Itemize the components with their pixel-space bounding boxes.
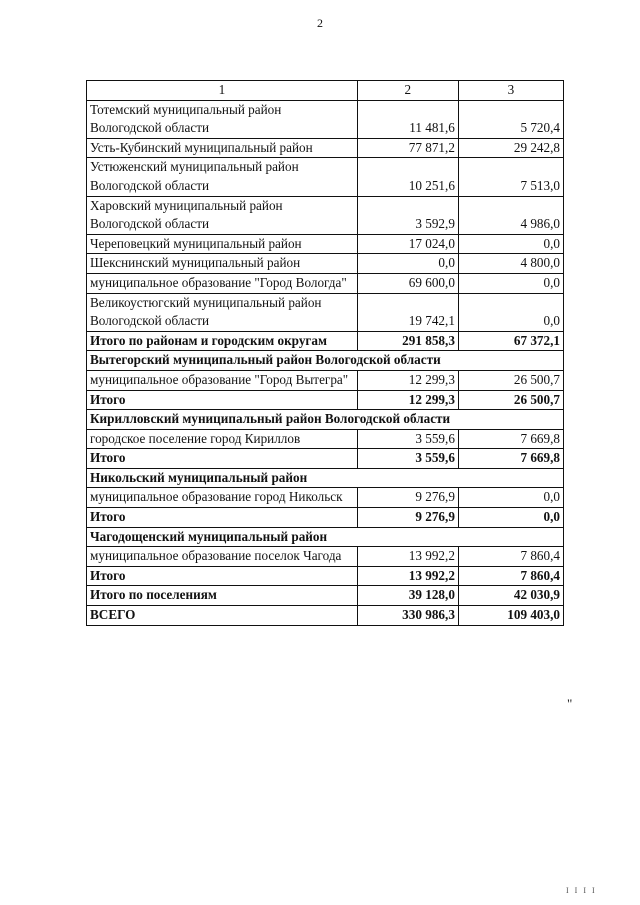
settlements-total-row: [87, 586, 564, 606]
settlement-name: муниципальное образование поселок Чагода: [87, 547, 358, 567]
section-header-row: [87, 468, 564, 488]
section-title: Никольский муниципальный район: [87, 468, 564, 488]
page-number: 2: [317, 16, 323, 30]
total-col2: 9 276,9: [357, 508, 458, 528]
district-name: Тотемский муниципальный район Вологодской области: [87, 100, 358, 138]
total-label: Итого: [87, 508, 358, 528]
district-name: Шекснинский муниципальный район: [87, 254, 358, 274]
value-col2: 0,0: [357, 254, 458, 274]
total-col2: 13 992,2: [357, 566, 458, 586]
value-col2: 3 592,9: [357, 196, 458, 234]
section-title: Чагодощенский муниципальный район: [87, 527, 564, 547]
settlement-name: муниципальное образование "Город Вытегра": [87, 370, 358, 390]
value-col3: 7 860,4: [458, 547, 563, 567]
table-row: [87, 254, 564, 274]
value-col3: 0,0: [458, 234, 563, 254]
district-name: Череповецкий муниципальный район: [87, 234, 358, 254]
table-row: [87, 138, 564, 158]
closing-quote: ": [567, 696, 573, 711]
district-name: муниципальное образование "Город Вологда": [87, 273, 358, 293]
value-col3: 4 986,0: [458, 196, 563, 234]
section-title: Кирилловский муниципальный район Вологодской области: [87, 410, 564, 430]
column-header-2: 2: [357, 81, 458, 101]
table-row: [87, 158, 564, 196]
settlement-name: муниципальное образование город Никольск: [87, 488, 358, 508]
total-col3: 7 669,8: [458, 449, 563, 469]
value-col3: 0,0: [458, 273, 563, 293]
district-name: Усть-Кубинский муниципальный район: [87, 138, 358, 158]
table-row: [87, 273, 564, 293]
districts-total-row: [87, 331, 564, 351]
total-col3: 26 500,7: [458, 390, 563, 410]
value-col2: 69 600,0: [357, 273, 458, 293]
total-col2: 12 299,3: [357, 390, 458, 410]
total-col3: 0,0: [458, 508, 563, 528]
total-label: Итого: [87, 449, 358, 469]
section-total-row: [87, 566, 564, 586]
section-title: Вытегорский муниципальный район Вологодской области: [87, 351, 564, 371]
value-col2: 9 276,9: [357, 488, 458, 508]
section-header-row: [87, 410, 564, 430]
table-row: [87, 370, 564, 390]
table-row: [87, 234, 564, 254]
section-total-row: [87, 390, 564, 410]
section-header-row: [87, 351, 564, 371]
district-name: Великоустюгский муниципальный район Вологодской области: [87, 293, 358, 331]
table-row: [87, 196, 564, 234]
total-label: Итого: [87, 566, 358, 586]
section-total-row: [87, 449, 564, 469]
table-row: [87, 100, 564, 138]
settlement-name: городское поселение город Кириллов: [87, 429, 358, 449]
value-col3: 7 669,8: [458, 429, 563, 449]
total-col3: 42 030,9: [458, 586, 563, 606]
budget-table: [86, 80, 564, 626]
section-header-row: [87, 527, 564, 547]
grand-total-col3: 109 403,0: [458, 606, 563, 626]
grand-total-label: ВСЕГО: [87, 606, 358, 626]
footer-marks: I I I I: [566, 886, 597, 895]
value-col3: 0,0: [458, 488, 563, 508]
total-col3: 7 860,4: [458, 566, 563, 586]
value-col2: 12 299,3: [357, 370, 458, 390]
table-row: [87, 429, 564, 449]
value-col3: 4 800,0: [458, 254, 563, 274]
value-col2: 13 992,2: [357, 547, 458, 567]
total-label: Итого по районам и городским округам: [87, 331, 358, 351]
column-header-3: 3: [458, 81, 563, 101]
total-col2: 3 559,6: [357, 449, 458, 469]
grand-total-col2: 330 986,3: [357, 606, 458, 626]
table-row: [87, 547, 564, 567]
total-col2: 291 858,3: [357, 331, 458, 351]
value-col3: 5 720,4: [458, 100, 563, 138]
total-label: Итого: [87, 390, 358, 410]
value-col2: 11 481,6: [357, 100, 458, 138]
total-col2: 39 128,0: [357, 586, 458, 606]
value-col3: 0,0: [458, 293, 563, 331]
total-col3: 67 372,1: [458, 331, 563, 351]
table-row: [87, 488, 564, 508]
section-total-row: [87, 508, 564, 528]
grand-total-row: [87, 606, 564, 626]
column-header-1: 1: [87, 81, 358, 101]
district-name: Харовский муниципальный район Вологодской области: [87, 196, 358, 234]
value-col3: 7 513,0: [458, 158, 563, 196]
total-label: Итого по поселениям: [87, 586, 358, 606]
value-col2: 17 024,0: [357, 234, 458, 254]
value-col3: 26 500,7: [458, 370, 563, 390]
table-row: [87, 293, 564, 331]
value-col2: 19 742,1: [357, 293, 458, 331]
value-col2: 77 871,2: [357, 138, 458, 158]
value-col2: 3 559,6: [357, 429, 458, 449]
value-col2: 10 251,6: [357, 158, 458, 196]
table-header-row: [87, 81, 564, 101]
value-col3: 29 242,8: [458, 138, 563, 158]
district-name: Устюженский муниципальный район Вологодской области: [87, 158, 358, 196]
